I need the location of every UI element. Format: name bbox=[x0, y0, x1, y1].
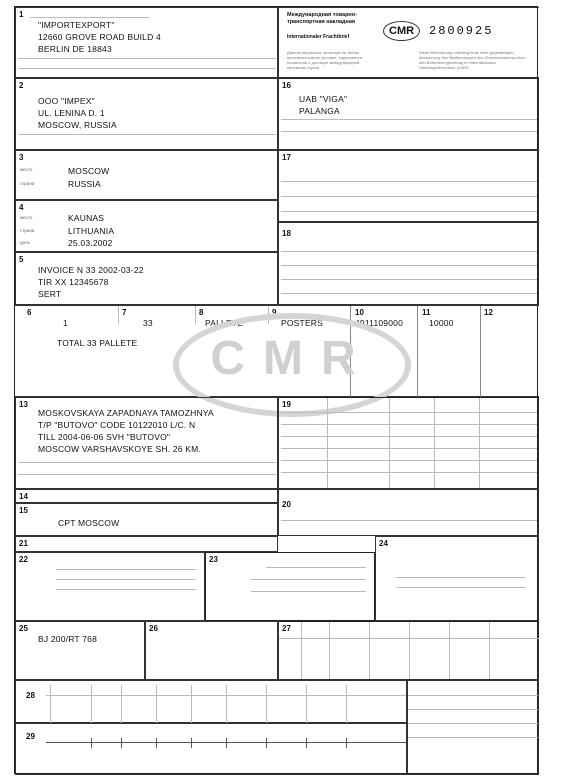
col-7-num: 7 bbox=[122, 308, 127, 317]
col-6-num: 6 bbox=[27, 308, 32, 317]
box-number: 1 bbox=[19, 10, 24, 19]
instructions-line-1: MOSKOVSKAYA ZAPADNAYA TAMOZHNYA bbox=[38, 408, 214, 418]
col-11-num: 11 bbox=[422, 308, 431, 317]
box-number: 15 bbox=[19, 506, 28, 515]
box-24-consignee-signature bbox=[375, 536, 539, 621]
box-number: 13 bbox=[19, 400, 28, 409]
instructions-line-2: T/P "BUTOVO" CODE 10122010 L/C. N bbox=[38, 420, 196, 430]
box-17-successive-carriers bbox=[278, 150, 539, 222]
cmr-number: 2800925 bbox=[429, 24, 494, 38]
document-line-2: TIR XX 12345678 bbox=[38, 277, 109, 287]
col-12-num: 12 bbox=[484, 308, 493, 317]
box-25-vehicle bbox=[15, 621, 145, 680]
title-ru: Международная товарно-транспортная накладная bbox=[287, 12, 357, 25]
box-number: 23 bbox=[209, 555, 218, 564]
vehicle-plates: BJ 200/RT 768 bbox=[38, 634, 97, 644]
box-number: 22 bbox=[19, 555, 28, 564]
carrier-line-2: PALANGA bbox=[299, 106, 340, 116]
box-14-payment-instructions bbox=[15, 489, 278, 503]
box-number: 5 bbox=[19, 255, 24, 264]
cmr-watermark: CMR bbox=[173, 313, 411, 417]
goods-marks: 1 bbox=[63, 318, 68, 328]
goods-total: TOTAL 33 PALLETE bbox=[57, 338, 138, 348]
goods-packing: PALLETE bbox=[205, 318, 244, 328]
cmr-form bbox=[14, 6, 538, 774]
col-8-num: 8 bbox=[199, 308, 204, 317]
box-13-instructions bbox=[15, 397, 278, 489]
box-26-vehicle-type bbox=[145, 621, 278, 680]
sender-line-3: BERLIN DE 18843 bbox=[38, 44, 112, 54]
box-number: 29 bbox=[26, 732, 35, 741]
col-9-num: 9 bbox=[272, 308, 277, 317]
box-2-consignee bbox=[15, 78, 278, 150]
delivery-country: RUSSIA bbox=[68, 179, 101, 189]
loading-place: KAUNAS bbox=[68, 213, 105, 223]
box-number: 14 bbox=[19, 492, 28, 501]
box-27-tariff bbox=[278, 621, 539, 680]
box-22-sender-signature bbox=[15, 552, 205, 621]
goods-nature: POSTERS bbox=[281, 318, 324, 328]
document-line-3: SERT bbox=[38, 289, 62, 299]
box-number: 18 bbox=[282, 229, 291, 238]
loading-date: 25.03.2002 bbox=[68, 238, 113, 248]
goods-packages: 33 bbox=[143, 318, 153, 328]
sender-line-2: 12660 GROVE ROAD BUILD 4 bbox=[38, 32, 161, 42]
cmr-logo: CMR bbox=[383, 21, 420, 41]
box-29-signatures bbox=[15, 723, 407, 775]
box-16-carrier bbox=[278, 78, 539, 150]
goods-code: 4911109000 bbox=[355, 318, 404, 328]
goods-weight: 10000 bbox=[429, 318, 454, 328]
box-number: 2 bbox=[19, 81, 24, 90]
title-de: Internationaler Frachtbrief bbox=[287, 34, 350, 40]
instructions-line-3: TILL 2004-06-06 SVH "BUTOVO" bbox=[38, 432, 171, 442]
box-number: 19 bbox=[282, 400, 291, 409]
consignee-line-3: MOSCOW, RUSSIA bbox=[38, 120, 117, 130]
consignee-line-2: UL. LENINA D. 1 bbox=[38, 108, 105, 118]
box-number: 20 bbox=[282, 500, 291, 509]
carrier-line-1: UAB "VIGA" bbox=[299, 94, 348, 104]
box-number: 27 bbox=[282, 624, 291, 633]
box-number: 16 bbox=[282, 81, 291, 90]
box-18-reservations bbox=[278, 222, 539, 305]
box-number: 21 bbox=[19, 539, 28, 548]
box-20-special-agreements bbox=[278, 489, 539, 536]
box-number: 3 bbox=[19, 153, 24, 162]
box-15-cash-on-delivery bbox=[15, 503, 278, 536]
box-number: 17 bbox=[282, 153, 291, 162]
box-number: 24 bbox=[379, 539, 388, 548]
box-number: 4 bbox=[19, 203, 24, 212]
box-21-established-in bbox=[15, 536, 278, 552]
box-right-notes bbox=[407, 680, 539, 775]
box-23-carrier-signature bbox=[205, 552, 375, 621]
box-28-calculation bbox=[15, 680, 407, 723]
box-5-documents bbox=[15, 252, 278, 305]
delivery-terms: CPT MOSCOW bbox=[58, 518, 120, 528]
instructions-line-4: MOSCOW VARSHAVSKOYE SH. 26 KM. bbox=[38, 444, 201, 454]
sender-line-1: "IMPORTEXPORT" bbox=[38, 20, 115, 30]
box-19-payment bbox=[278, 397, 539, 489]
box-number: 26 bbox=[149, 624, 158, 633]
consignee-line-1: OOO "IMPEX" bbox=[38, 96, 95, 106]
box-number: 28 bbox=[26, 691, 35, 700]
box-1-sender bbox=[15, 7, 278, 78]
col-10-num: 10 bbox=[355, 308, 364, 317]
document-line-1: INVOICE N 33 2002-03-22 bbox=[38, 265, 144, 275]
box-4-place-of-loading: 4 место страна дата KAUNAS LITHUANIA 25.03.2002 bbox=[15, 200, 278, 252]
box-number: 25 bbox=[19, 624, 28, 633]
header-box: Международная товарно-транспортная накладная Internationaler Frachtbrief Данная перевозка, несмотря на любое противоположное условие, подчиняется Конвенции о договоре международной перевозки грузов CMR 2800925 Diese Beförderung unterliegt trotz einer gegenteiligen Abmachung den Bestimmungen des Übereinkommens über den Beförderungsvertrag im internationalen Straßengüterverkehr (CMR) bbox=[278, 7, 539, 78]
box-3-place-of-delivery: 3 место страна MOSCOW RUSSIA bbox=[15, 150, 278, 200]
loading-country: LITHUANIA bbox=[68, 226, 115, 236]
delivery-place: MOSCOW bbox=[68, 166, 110, 176]
